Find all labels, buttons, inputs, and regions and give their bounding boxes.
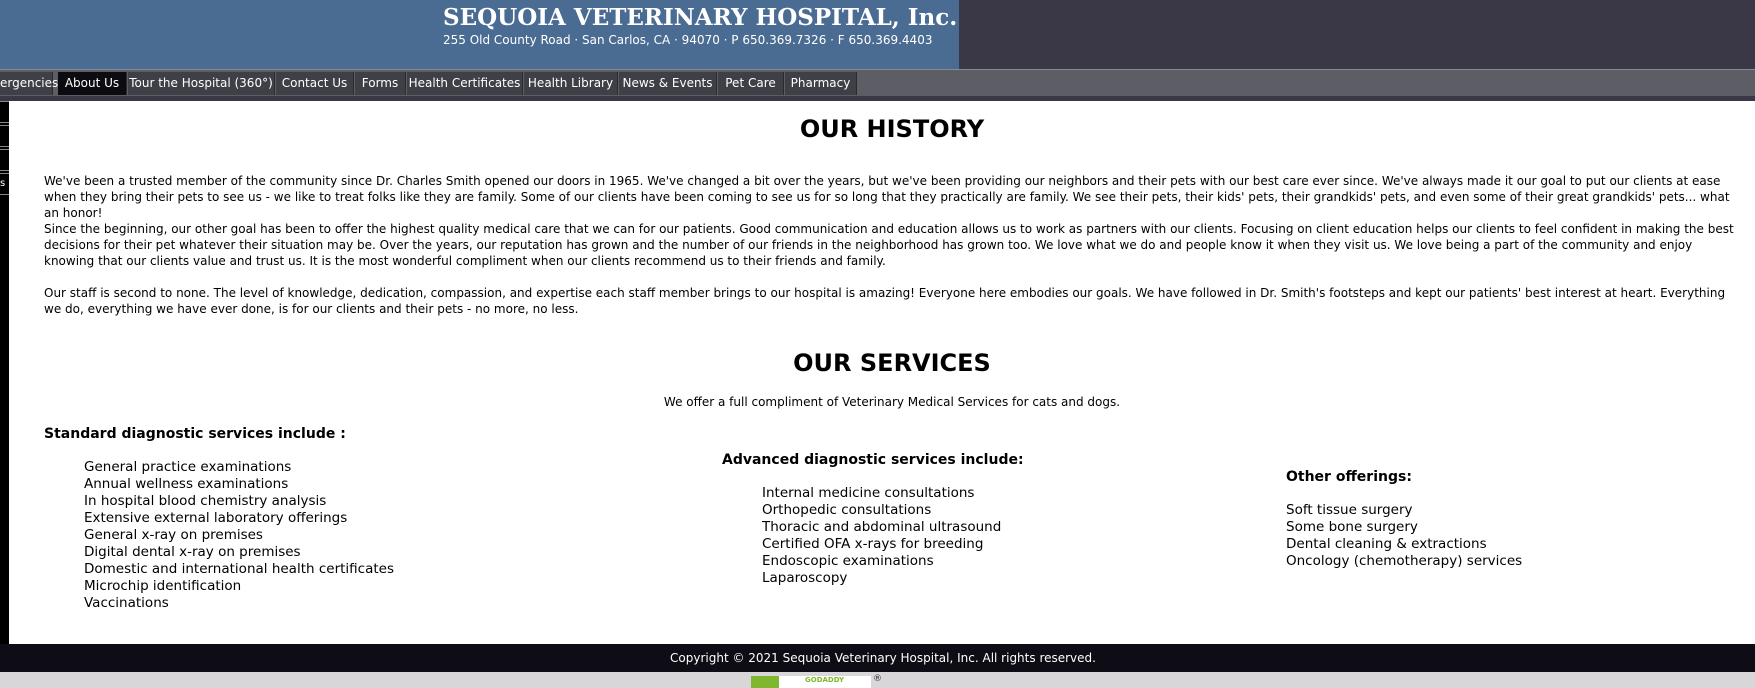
header-banner — [0, 0, 959, 69]
list-item: Thoracic and abdominal ultrasound — [762, 519, 1002, 535]
nav-item-pet-care[interactable]: Pet Care — [718, 72, 784, 95]
security-seal[interactable] — [751, 676, 871, 688]
list-item: Laparoscopy — [762, 570, 848, 586]
history-paragraph-1: We've been a trusted member of the community since Dr. Charles Smith opened our doors in 1965. We've changed a bit over the years, but we've been providing our neighbors and their pets with our best care ever since. We've always made it our goal to put our clients at ease when they bring their pets to see us - we like to treat folks like they are family. Some of our clients have been coming to see us for so long that they practically are family. We see their pets, their kids' pets, their grandkids' pets, and even some of their great grandkids' pets... what an honor! — [44, 174, 1730, 220]
side-tab-4[interactable]: s — [0, 173, 9, 195]
nav-item-emergencies[interactable]: ergencies — [0, 72, 53, 95]
list-item: Soft tissue surgery — [1286, 502, 1413, 518]
list-item: General practice examinations — [84, 459, 292, 475]
seal-label: GODADDY — [805, 676, 845, 684]
nav-item-health-certificates[interactable]: Health Certificates — [407, 72, 523, 95]
nav-item-contact-us[interactable]: Contact Us — [276, 72, 354, 95]
nav-item-forms[interactable]: Forms — [355, 72, 406, 95]
side-nav-strip — [0, 101, 9, 644]
other-offerings-list — [1286, 502, 1522, 570]
lock-icon — [751, 676, 779, 688]
list-item: Extensive external laboratory offerings — [84, 510, 348, 526]
list-item: Certified OFA x-rays for breeding — [762, 536, 984, 552]
main-content — [9, 101, 1755, 644]
header-right-panel — [959, 0, 1755, 69]
side-tab-2[interactable] — [0, 125, 9, 147]
advanced-services-title: Advanced diagnostic services include: — [722, 452, 1024, 468]
list-item: Endoscopic examinations — [762, 553, 934, 569]
footer — [0, 644, 1755, 672]
site-title[interactable]: SEQUOIA VETERINARY HOSPITAL, Inc. — [443, 4, 958, 31]
list-item: Vaccinations — [84, 595, 169, 611]
nav-item-health-library[interactable]: Health Library — [524, 72, 618, 95]
advanced-services-list — [762, 485, 1001, 587]
standard-services-title: Standard diagnostic services include : — [44, 426, 346, 442]
main-nav — [0, 69, 1755, 97]
registered-mark: ® — [873, 674, 882, 684]
history-heading: OUR HISTORY — [799, 115, 985, 143]
list-item: Microchip identification — [84, 578, 242, 594]
side-tab-1[interactable] — [0, 101, 9, 123]
list-item: Internal medicine consultations — [762, 485, 975, 501]
list-item: Domestic and international health certificates — [84, 561, 394, 577]
list-item: General x-ray on premises — [84, 527, 263, 543]
list-item: Oncology (chemotherapy) services — [1286, 553, 1523, 569]
copyright-text: Copyright © 2021 Sequoia Veterinary Hospital, Inc. All rights reserved. — [670, 651, 1096, 665]
history-paragraph-3: Our staff is second to none. The level of knowledge, dedication, compassion, and expertise each staff member brings to our hospital is amazing! Everyone here embodies our goals. We have followed in Dr. Smith's footsteps and kept our patients' best interest at heart. Everything we do, everything we have ever done, is for our clients and their pets - no more, no less. — [44, 286, 1726, 316]
history-paragraph-2: Since the beginning, our other goal has been to offer the highest quality medical care that we can for our patients. Good communication and education allows us to work as partners with our clients. Focusing on client education helps our clients to feel confident in making the best decisions for their pet whatever their situation may be. Over the years, our reputation has grown and the number of our friends in the neighborhood has grown too. We love what we do and people know it when they visit us. We love being a part of the community and enjoy knowing that our clients value and trust us. It is the most wonderful compliment when our clients recommend us to their friends and family. — [44, 222, 1734, 268]
list-item: Annual wellness examinations — [84, 476, 289, 492]
nav-item-news-events[interactable]: News & Events — [619, 72, 717, 95]
list-item: Orthopedic consultations — [762, 502, 932, 518]
other-offerings-title: Other offerings: — [1286, 469, 1412, 485]
side-tab-3[interactable] — [0, 149, 9, 171]
list-item: Dental cleaning & extractions — [1286, 536, 1487, 552]
nav-item-pharmacy[interactable]: Pharmacy — [785, 72, 857, 95]
list-item: In hospital blood chemistry analysis — [84, 493, 327, 509]
services-heading: OUR SERVICES — [793, 349, 991, 377]
list-item: Some bone surgery — [1286, 519, 1418, 535]
nav-item-tour-hospital[interactable]: Tour the Hospital (360°) — [128, 72, 275, 95]
standard-services-list — [84, 459, 394, 612]
nav-item-about-us[interactable]: About Us — [58, 72, 127, 95]
site-address: 255 Old County Road · San Carlos, CA · 94070 · P 650.369.7326 · F 650.369.4403 — [443, 33, 933, 47]
list-item: Digital dental x-ray on premises — [84, 544, 301, 560]
services-intro: We offer a full compliment of Veterinary Medical Services for cats and dogs. — [663, 395, 1121, 409]
